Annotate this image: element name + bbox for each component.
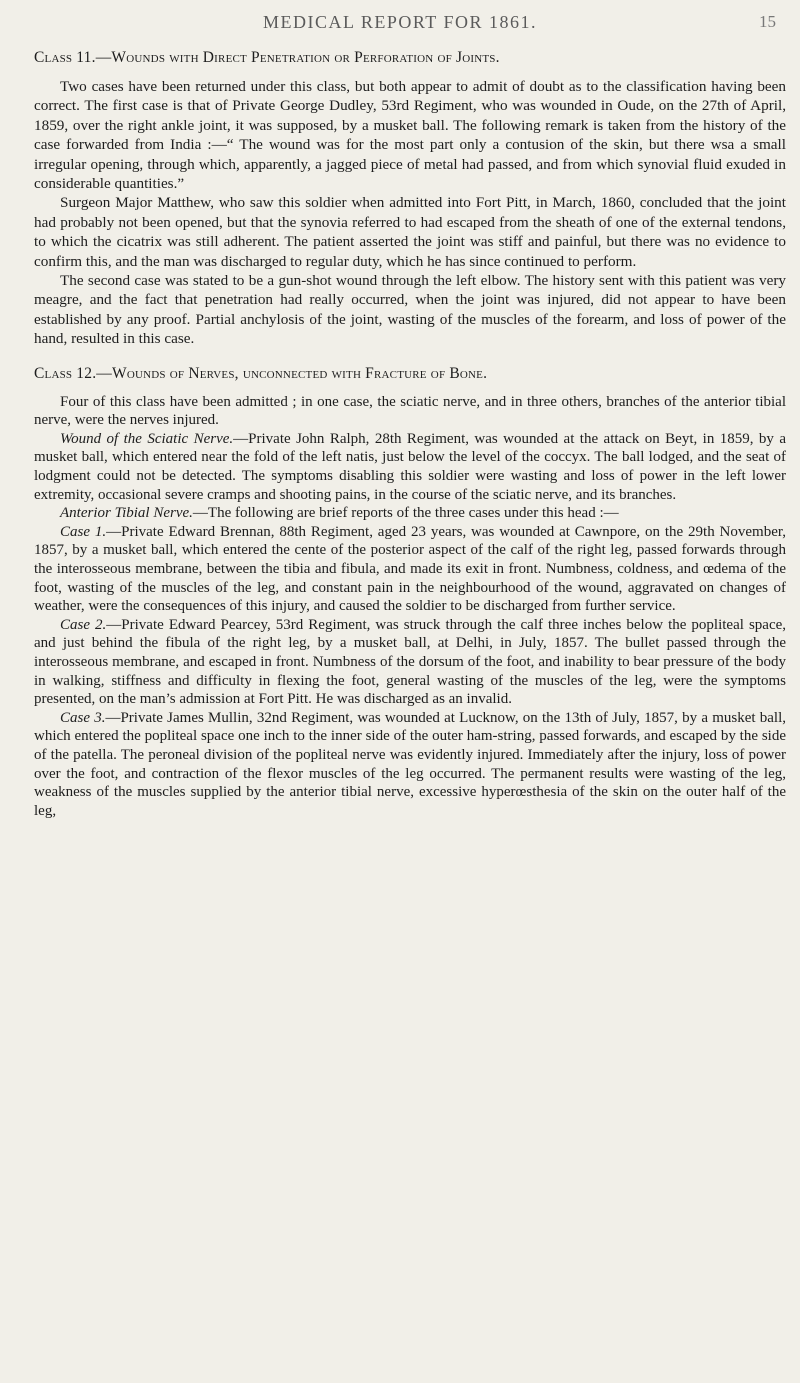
case-3-label: Case 3. xyxy=(60,709,106,726)
case-1-label: Case 1. xyxy=(60,523,107,540)
running-title: MEDICAL REPORT FOR 1861. xyxy=(263,12,537,32)
sciatic-nerve-label: Wound of the Sciatic Nerve. xyxy=(60,430,234,447)
anterior-tibial-label: Anterior Tibial Nerve. xyxy=(60,505,193,522)
case-2-paragraph xyxy=(34,616,786,709)
case-1-paragraph xyxy=(34,523,786,616)
class-12-body xyxy=(34,393,786,821)
class-12-heading: Class 12.—Wounds of Nerves, unconnected with Fracture of Bone. xyxy=(34,364,488,382)
case-3-paragraph xyxy=(34,709,786,821)
class-11-paragraph-1: Two cases have been returned under this class, but both appear to admit of doubt as to the classification having been correct. The first case is that of Private George Dudley, 53rd Regiment, who was wounded in Oude, on the 27th of April, 1859, over the right ankle joint, it was supposed, by a musket ball. The following remark is taken from the history of the case forwarded from India :—“ The wound was for the most part only a contusion of the skin, but there wsa a small irregular opening, through which, apparently, a jagged piece of metal had passed, and from which synovial fluid exuded in considerable quantities.” xyxy=(34,78,786,193)
class-11-paragraph-2: Surgeon Major Matthew, who saw this soldier when admitted into Fort Pitt, in March, 1860, concluded that the joint had probably not been opened, but that the synovia referred to had escaped from the sheath of one of the external tendons, to which the cicatrix was still adherent. The patient asserted the joint was stiff and painful, but there was no evidence to confirm this, and the man was discharged to regular duty, which he has since continued to perform. xyxy=(34,194,786,270)
case-2-label: Case 2. xyxy=(60,616,107,633)
case-1-text: —Private Edward Brennan, 88th Regiment, aged 23 years, was wounded at Cawnpore, on the 29th November, 1857, by a musket ball, which entered the cente of the posterior aspect of the calf of the right leg, passed forwards through the interosseous membrane, between the tibia and fibula, and made its exit in front. Numbness, coldness, and œdema of the foot, wasting of the muscles of the leg, and constant pain in the neighbourhood of the wound, aggravated on changes of weather, were the consequences of this injury, and caused the soldier to be discharged from further service. xyxy=(34,523,787,615)
anterior-tibial-paragraph xyxy=(34,504,786,523)
anterior-tibial-text: —The following are brief reports of the three cases under this head :— xyxy=(192,505,619,522)
page-number: 15 xyxy=(759,12,776,31)
running-head xyxy=(0,12,800,36)
case-3-text: —Private James Mullin, 32nd Regiment, was wounded at Lucknow, on the 13th of July, 1857, by a musket ball, which entered the popliteal space one inch to the inner side of the outer ham-string, passed forwards, and escaped by the side of the patella. The peroneal division of the popliteal nerve was evidently injured. Immediately after the injury, loss of power over the foot, and contraction of the flexor muscles of the leg occurred. The permanent results were wasting of the leg, weakness of the muscles supplied by the anterior tibial nerve, excessive hyperœsthesia of the skin on the outer half of the leg, xyxy=(34,709,786,819)
sciatic-nerve-paragraph xyxy=(34,430,786,504)
case-2-text: —Private Edward Pearcey, 53rd Regiment, was struck through the calf three inches below the popliteal space, and just behind the fibula of the right leg, by a musket ball, at Delhi, in July, 1857. The bullet passed through the interosseous membrane, and escaped in front. Numbness of the dorsum of the foot, and inability to bear pressure of the body in walking, stiffness and difficulty in flexing the foot, general wasting of the muscles of the leg, were the symptoms presented, on the man’s admission at Fort Pitt. He was discharged as an invalid. xyxy=(34,616,787,708)
sciatic-nerve-text: —Private John Ralph, 28th Regiment, was wounded at the attack on Beyt, in 1859, by a musket ball, which entered near the fold of the left natis, just below the level of the coccyx. The ball lodged, and the seat of lodgment could not be detected. The symptoms disabling this soldier were wasting and loss of power in the left lower extremity, occasional severe cramps and shooting pains, in the course of the sciatic nerve, and its branches. xyxy=(34,430,787,503)
class-11-heading: Class 11.—Wounds with Direct Penetration or Perforation of Joints. xyxy=(34,49,500,66)
class-11-paragraph-3: The second case was stated to be a gun-shot wound through the left elbow. The history sent with this patient was very meagre, and the fact that penetration had really occurred, when the joint was injured, did not appear to have been established by any proof. Partial anchylosis of the joint, wasting of the muscles of the forearm, and loss of power of the hand, resulted in this case. xyxy=(34,272,786,348)
page-body xyxy=(34,47,786,820)
class-12-paragraph-1: Four of this class have been admitted ; in one case, the sciatic nerve, and in three others, branches of the anterior tibial nerve, were the nerves injured. xyxy=(34,393,786,429)
